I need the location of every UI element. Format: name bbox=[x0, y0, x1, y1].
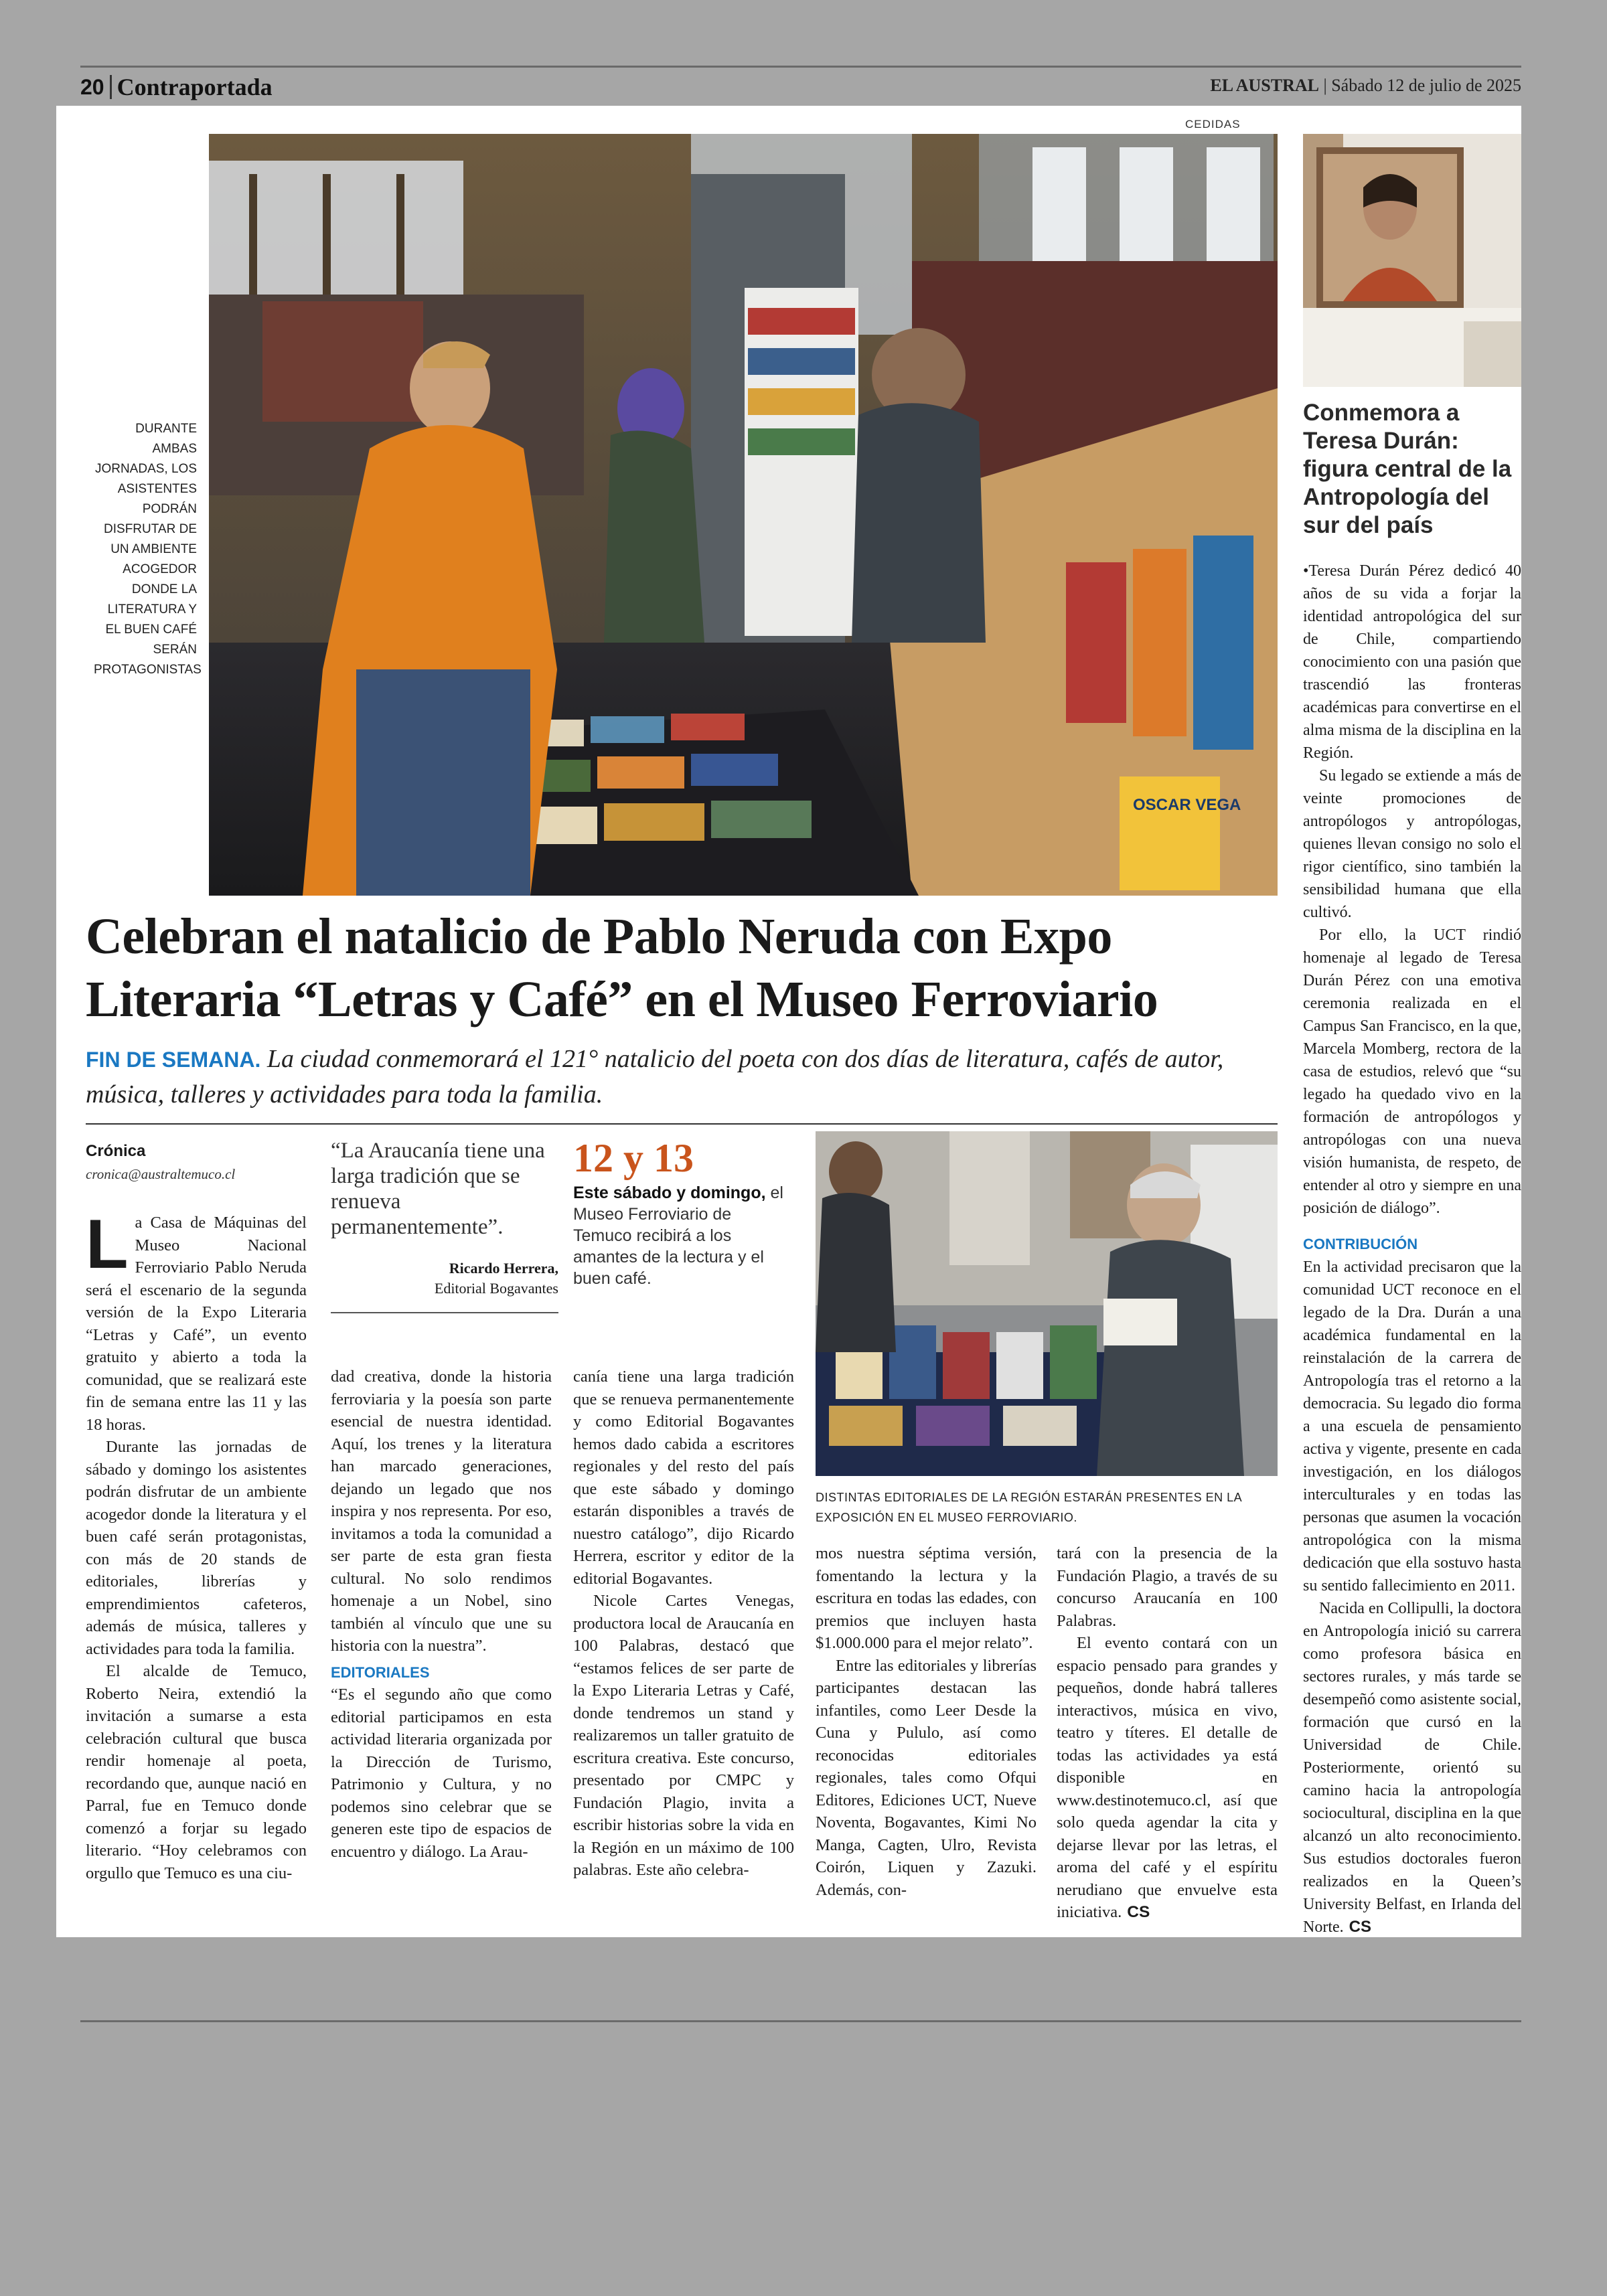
paragraph: Su legado se extiende a más de veinte promociones de antropólogos y antropólogas, quienes llevan consigo no solo el rigor científico, sino también la sensibilidad humana que ella cultivó. bbox=[1303, 767, 1521, 921]
pull-quote bbox=[331, 1138, 558, 1297]
paragraph: mos nuestra séptima versión, fomentando la lectura y la escritura en todas las edades, con premios que incluyen hasta $1.000.000 para el mejor relato”. bbox=[816, 1544, 1037, 1652]
book-cover-text: OSCAR VEGA bbox=[1133, 796, 1241, 814]
sidebar-photo bbox=[1303, 134, 1521, 387]
paragraph: canía tiene una larga tradición que se renueva permanentemente y como Editorial Bogavantes hemos dado cabida a escritores regionales y del resto del país que este sábado y domingo estarán disponibles a través de nuestro catálogo”, dijo Ricardo Herrera, escritor y editor de la editorial Bogavantes. bbox=[573, 1368, 794, 1588]
publisher-stand-photo bbox=[816, 1131, 1278, 1476]
paragraph: tará con la presencia de la Fundación Plagio, a través de su concurso Araucanía en 100 Palabras. bbox=[1057, 1544, 1278, 1630]
publication-name: EL AUSTRAL bbox=[1210, 76, 1319, 95]
article-column-5 bbox=[1057, 1542, 1278, 1924]
paragraph: dad creativa, donde la historia ferroviaria y la poesía son parte esencial de nuestra identidad. Aquí, los trenes y la literatura han marcado generaciones, dejando un legado que nos inspira y nos representa. Por eso, invitamos a toda la comunidad a ser parte de esta gran fiesta cultural. No solo rendimos homenaje a un Nobel, sino también al vínculo que une su historia con la nuestra”. bbox=[331, 1368, 552, 1655]
page-number: 20 bbox=[80, 74, 104, 99]
paragraph-text: Nacida en Collipulli, la doctora en Antropología inició su carrera como profesora básica en sectores rurales, y más tarde se desempeñó como asistente social, formación que cursó en la Universidad de Chile. Posteriormente, orientó su camino hacia la antropología sociocultural, disciplina en la que alcanzó un alto reconocimiento. Sus estudios doctorales fueron realizados en la Queen’s University Belfast, en Irlanda del Norte. bbox=[1303, 1600, 1521, 1936]
paragraph bbox=[1057, 1632, 1278, 1924]
pull-quote-divider bbox=[331, 1312, 558, 1313]
article-column-3 bbox=[573, 1366, 794, 1882]
sidebar-title: Conmemora a Teresa Durán: figura central de la Antropología del sur del país bbox=[1303, 400, 1512, 538]
paragraph bbox=[86, 1206, 307, 1436]
paragraph: •Teresa Durán Pérez dedicó 40 años de su vida a forjar la identidad antropológica del sur de Chile, compartiendo conocimiento con una pasión que trascendió las fronteras académicas para convertirse en el alma misma de la disciplina en la Región. bbox=[1303, 562, 1521, 762]
byline-email: cronica@australtemuco.cl bbox=[86, 1166, 236, 1182]
lede-kicker: FIN DE SEMANA. bbox=[86, 1048, 261, 1072]
fact-body: el Museo Ferroviario de Temuco recibirá a los amantes de la lectura y el buen café. bbox=[573, 1183, 783, 1288]
paragraph-text: a Casa de Máquinas del Museo Nacional Ferroviario Pablo Neruda será el escenario de la segunda versión de la Expo Literaria “Letras y Café”, un evento gratuito y abierto a toda la comunidad, que se realizará este fin de semana entre las 11 y las 18 horas. bbox=[86, 1214, 307, 1434]
headline: Celebran el natalicio de Pablo Neruda con Expo Literaria “Letras y Café” en el Museo Ferroviario bbox=[86, 908, 1158, 1028]
paragraph-text: El evento contará con un espacio pensado para grandes y pequeños, donde habrá talleres interactivos, música en vivo, teatro y títeres. El detalle de todas las actividades ya está disponible en www.destinotemuco.cl, así que solo queda agendar la cita y dejarse llevar por las letras, el aroma del café y el espíritu nerudiano que envuelve esta iniciativa. bbox=[1057, 1634, 1278, 1921]
end-mark: CS bbox=[1349, 1918, 1371, 1936]
portrait-photo bbox=[1303, 134, 1521, 387]
header-divider bbox=[110, 75, 112, 99]
secondary-photo bbox=[816, 1131, 1278, 1476]
page-header bbox=[80, 66, 1521, 100]
paragraph: “Es el segundo año que como editorial participamos en esta actividad literaria organizada por la Dirección de Turismo, Patrimonio y Cultura, y no podemos sino celebrar que se generen este tipo de espacios de encuentro y diálogo. La Arau- bbox=[331, 1686, 552, 1861]
main-photo-caption: DURANTE AMBAS JORNADAS, LOS ASISTENTES PODRÁN DISFRUTAR DE UN AMBIENTE ACOGEDOR DONDE LA LITERATURA Y EL BUEN CAFÉ SERÁN PROTAGONISTAS bbox=[94, 422, 202, 677]
bottom-rule bbox=[80, 2020, 1521, 2022]
paragraph: El alcalde de Temuco, Roberto Neira, extendió la invitación a sumarse a esta celebración cultural que busca rendir homenaje al poeta, recordando que, aunque nació en Parral, fue en Temuco donde comenzó a forjar su legado literario. “Hoy celebramos con orgullo que Temuco es una ciu- bbox=[86, 1662, 307, 1882]
sidebar-body bbox=[1303, 560, 1521, 1939]
article-column-4 bbox=[816, 1542, 1037, 1901]
fact-lead: Este sábado y domingo, bbox=[573, 1183, 766, 1202]
article-column-2 bbox=[331, 1366, 552, 1863]
lede-text: La ciudad conmemorará el 121° natalicio del poeta con dos días de literatura, cafés de autor, música, talleres y actividades para toda la familia. bbox=[86, 1045, 1224, 1109]
paragraph: Durante las jornadas de sábado y domingo los asistentes podrán disfrutar de un ambiente acogedor donde la literatura y el buen café serán protagonistas, con más de 20 stands de editoriales, librerías y emprendimientos cafeteros, además de música, talleres y actividades para toda la familia. bbox=[86, 1438, 307, 1658]
fact-box bbox=[573, 1138, 794, 1289]
subhead-contribucion: CONTRIBUCIÓN bbox=[1303, 1236, 1418, 1252]
byline bbox=[86, 1142, 307, 1183]
section-name: Contraportada bbox=[117, 74, 273, 100]
fact-number: 12 y 13 bbox=[573, 1136, 694, 1180]
pull-quote-author: Ricardo Herrera, bbox=[449, 1260, 558, 1277]
page-header-right bbox=[1210, 76, 1521, 96]
pull-quote-role: Editorial Bogavantes bbox=[434, 1280, 558, 1297]
lede bbox=[86, 1042, 1278, 1112]
secondary-photo-caption: DISTINTAS EDITORIALES DE LA REGIÓN ESTARÁN PRESENTES EN LA EXPOSICIÓN EN EL MUSEO FERROVIARIO. bbox=[816, 1491, 1242, 1524]
subhead-editoriales: EDITORIALES bbox=[331, 1663, 430, 1681]
paragraph: En la actividad precisaron que la comunidad UCT reconoce en el legado de la Dra. Durán a una académica fundamental en la reinstalación de la carrera de Antropología tras el retorno a la democracia. Su legado dio forma a una escuela de pensamiento activa y vigente, presente en cada investigación, en los diálogos interculturales y en todas las personas que asumen la vocación antropológica con la misma dedicación que ella sostuvo hasta su sentido fallecimiento en 2011. bbox=[1303, 1258, 1521, 1594]
end-mark: CS bbox=[1127, 1903, 1150, 1921]
header-divider-2: | bbox=[1323, 76, 1332, 95]
lede-divider bbox=[86, 1123, 1278, 1125]
paragraph: Por ello, la UCT rindió homenaje al legado de Teresa Durán Pérez con una emotiva ceremonia realizada en el Campus San Francisco, en la que, Marcela Momberg, rectora de la casa de estudios, relevó que “su legado ha quedado vivo en la formación de antropólogos y antropólogas con una nueva visión humanista, de respeto, de entender al otro y siempre en una posición de diálogo”. bbox=[1303, 926, 1521, 1217]
paragraph: Entre las editoriales y librerías participantes destacan las infantiles, como Leer Desde la Cuna y Pululo, así como reconocidas editoriales regionales, tales como Ofqui Editores, Ediciones UCT, Nueve Noventa, Bogavantes, Kimi No Manga, Cagten, Ulro, Revista Coirón, Liquen y Zazuki. Además, con- bbox=[816, 1656, 1037, 1899]
paragraph: Nicole Cartes Venegas, productora local de Araucanía en 100 Palabras, destacó que “estamos felices de ser parte de la Expo Literaria Letras y Café, donde tendremos un stand y realizaremos un taller gratuito de escritura creativa. Este concurso, presentado por CMPC y Fundación Plagio, invita a escribir historias sobre la vida en la Región en un máximo de 100 palabras. Este año celebra- bbox=[573, 1592, 794, 1879]
drop-cap: L bbox=[86, 1206, 129, 1283]
byline-author: Crónica bbox=[86, 1142, 146, 1160]
publication-date: Sábado 12 de julio de 2025 bbox=[1331, 76, 1521, 95]
paragraph bbox=[1303, 1597, 1521, 1939]
page-header-left bbox=[80, 73, 273, 101]
fact-text bbox=[573, 1182, 794, 1289]
article-column-1 bbox=[86, 1206, 307, 1884]
main-photo bbox=[209, 134, 1278, 896]
photo-credit: CEDIDAS bbox=[1185, 118, 1241, 131]
pull-quote-text: “La Araucanía tiene una larga tradición que se renueva permanentemente”. bbox=[331, 1139, 545, 1239]
book-fair-photo bbox=[209, 134, 1278, 896]
